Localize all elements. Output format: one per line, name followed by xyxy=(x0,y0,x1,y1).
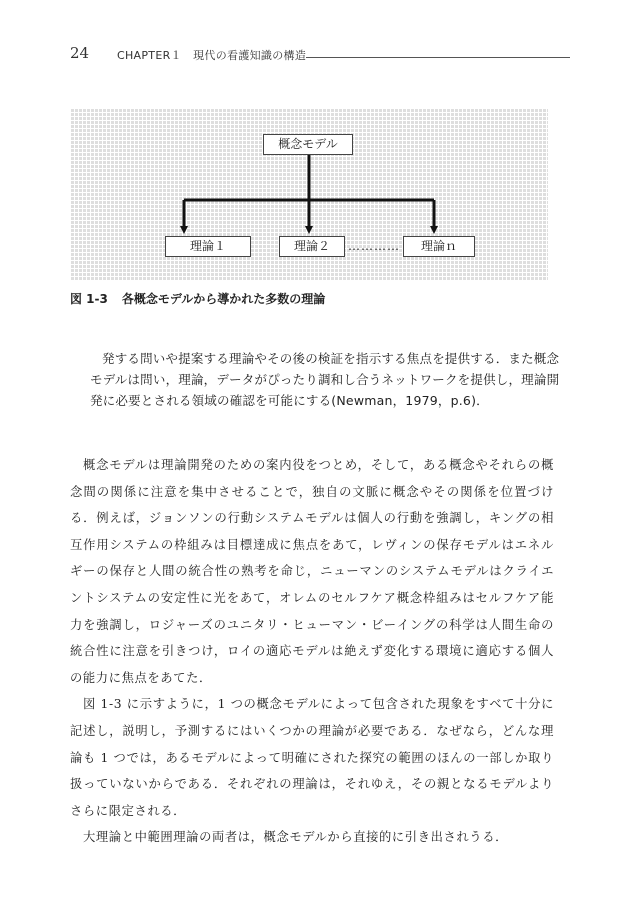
caption-label: 図 1-3 xyxy=(70,292,108,306)
page-header xyxy=(70,44,570,74)
chapter-title: CHAPTER１ 現代の看護知識の構造 xyxy=(117,49,307,62)
ellipsis-dots: ………… xyxy=(348,239,400,253)
block-quote: 発する問いや提案する理論やその後の検証を指示する焦点を提供する．また概念モデルは問い，理論，データがぴったり調和し合うネットワークを提供し，理論開発に必要とされる領域の確認を可能にする(Newman，1979，p.6)． xyxy=(90,351,560,408)
body-paragraph-3: 大理論と中範囲理論の両者は，概念モデルから直接的に引き出されうる． xyxy=(83,830,508,845)
theory-1-box: 理論１ xyxy=(165,236,251,257)
body-paragraph-1: 概念モデルは理論開発のための案内役をつとめ，そして，ある概念やそれらの概念間の関係に注意を集中させることで，独自の文脈に概念やその関係を位置づける．例えば，ジョンソンの行動システムモデルは個人の行動を強調し，キングの相互作用システムの枠組みは目標達成に焦点をあて，レヴィンの保存モデルはエネルギーの保存と人間の統合性の熟考を命じ，ニューマンのシステムモデルはクライエントシステムの安定性に光をあて，オレムのセルフケア概念枠組みはセルフケア能力を強調し，ロジャーズのユニタリ・ヒューマン・ビーイングの科学は人間生命の統合性に注意を引きつけ，ロイの適応モデルは絶えず変化する環境に適応する個人の能力に焦点をあてた． xyxy=(70,458,554,685)
page-number: 24 xyxy=(70,44,90,62)
figure-diagram xyxy=(70,108,548,280)
theory-n-box: 理論ｎ xyxy=(403,236,475,257)
concept-model-box: 概念モデル xyxy=(263,134,353,155)
body-paragraph-2: 図 1-3 に示すように，1 つの概念モデルによって包含された現象をすべて十分に記述し，説明し，予測するにはいくつかの理論が必要である．なぜなら，どんな理論も 1 つでは，あるモデルによって明確にされた探究の範囲のほんの一部しか取り扱っていないからである．それぞれの理論は，それゆえ，その親となるモデルよりさらに限定される． xyxy=(70,697,554,818)
body-text xyxy=(70,452,554,851)
figure-caption xyxy=(70,290,325,307)
theory-2-box: 理論２ xyxy=(279,236,345,257)
caption-text: 各概念モデルから導かれた多数の理論 xyxy=(121,292,326,306)
header-rule xyxy=(306,57,570,58)
